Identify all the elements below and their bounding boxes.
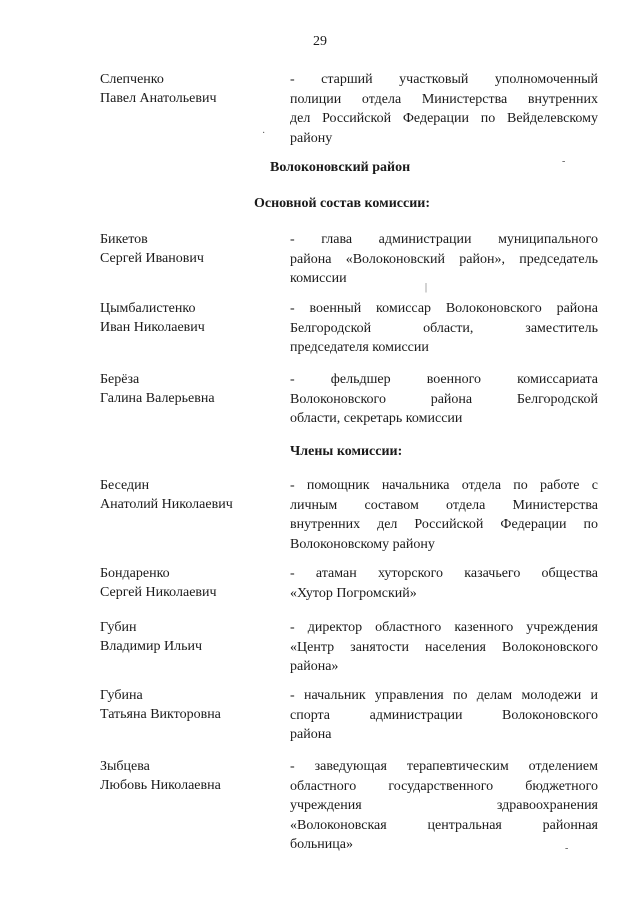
member-name — [100, 370, 275, 408]
role-line: внутренних дел Российской Федерации по — [290, 517, 598, 532]
role-line: председателя комиссии — [290, 340, 429, 355]
member-surname: Беседин — [100, 478, 150, 493]
member-name — [100, 686, 275, 724]
member-role — [290, 476, 598, 554]
member-role — [290, 299, 598, 358]
main-composition-heading: Основной состав комиссии: — [254, 196, 430, 211]
role-line: района — [290, 727, 332, 742]
member-role — [290, 230, 598, 289]
member-surname: Слепченко — [100, 72, 164, 87]
role-line: личным составом отдела Министерства — [290, 497, 598, 513]
role-line: - атаман хуторского казачьего общества — [290, 566, 598, 581]
member-role — [290, 70, 598, 148]
member-surname: Берёза — [100, 372, 140, 387]
member-given-name: Владимир Ильич — [100, 639, 203, 654]
role-line: - глава администрации муниципального — [290, 232, 598, 247]
member-surname: Зыбцева — [100, 759, 150, 774]
role-line: району — [290, 130, 333, 146]
member-role — [290, 618, 598, 677]
member-name — [100, 564, 275, 602]
member-given-name: Анатолий Николаевич — [100, 497, 233, 512]
role-line: «Хутор Погромский» — [290, 585, 417, 601]
role-line: области, секретарь комиссии — [290, 411, 463, 426]
role-line: областного государственного бюджетного — [290, 778, 598, 794]
role-line: - помощник начальника отдела по работе с — [290, 478, 598, 493]
role-line: учреждения здравоохранения — [290, 798, 598, 813]
scan-speck: - — [565, 843, 569, 854]
members-heading: Члены комиссии: — [290, 444, 403, 459]
role-line: - старший участковый уполномоченный — [290, 72, 598, 87]
member-name — [100, 230, 275, 268]
member-surname: Бондаренко — [100, 566, 170, 581]
member-given-name: Любовь Николаевна — [100, 778, 221, 793]
member-given-name: Сергей Иванович — [100, 251, 204, 266]
member-given-name: Галина Валерьевна — [100, 391, 215, 406]
role-line: «Центр занятости населения Волоконовского — [290, 639, 598, 655]
member-given-name: Павел Анатольевич — [100, 91, 217, 106]
role-line: - директор областного казенного учреждения — [290, 620, 598, 635]
member-given-name: Сергей Николаевич — [100, 585, 217, 600]
role-line: спорта администрации Волоконовского — [290, 707, 598, 723]
member-name — [100, 476, 275, 514]
role-line: района «Волоконовский район», председатель — [290, 251, 598, 267]
page-number: 29 — [313, 34, 327, 49]
role-line: полиции отдела Министерства внутренних — [290, 91, 598, 107]
member-surname: Цымбалистенко — [100, 301, 196, 316]
role-line: больница» — [290, 837, 353, 852]
role-line: Волоконовскому району — [290, 536, 435, 552]
member-surname: Бикетов — [100, 232, 148, 247]
role-line: - заведующая терапевтическим отделением — [290, 759, 598, 774]
member-role — [290, 757, 598, 855]
scan-speck: · — [262, 128, 266, 139]
role-line: района» — [290, 659, 339, 674]
role-line: - фельдшер военного комиссариата — [290, 372, 598, 387]
member-role — [290, 564, 598, 603]
role-line: комиссии — [290, 271, 347, 286]
role-line: «Волоконовская центральная районная — [290, 817, 598, 833]
member-given-name: Иван Николаевич — [100, 320, 205, 335]
member-given-name: Татьяна Викторовна — [100, 707, 221, 722]
role-line: - начальник управления по делам молодежи и — [290, 688, 598, 703]
member-name — [100, 757, 275, 795]
role-line: дел Российской Федерации по Вейделевскому — [290, 111, 598, 126]
member-surname: Губин — [100, 620, 137, 635]
role-line: Волоконовского района Белгородской — [290, 391, 598, 407]
member-name — [100, 299, 275, 337]
scan-speck: | — [425, 282, 428, 293]
member-name — [100, 618, 275, 656]
member-role — [290, 370, 598, 429]
district-heading: Волоконовский район — [270, 160, 411, 175]
role-line: Белгородской области, заместитель — [290, 320, 598, 336]
scan-speck: - — [562, 156, 566, 167]
role-line: - военный комиссар Волоконовского района — [290, 301, 598, 316]
member-surname: Губина — [100, 688, 143, 703]
member-name — [100, 70, 275, 108]
member-role — [290, 686, 598, 745]
